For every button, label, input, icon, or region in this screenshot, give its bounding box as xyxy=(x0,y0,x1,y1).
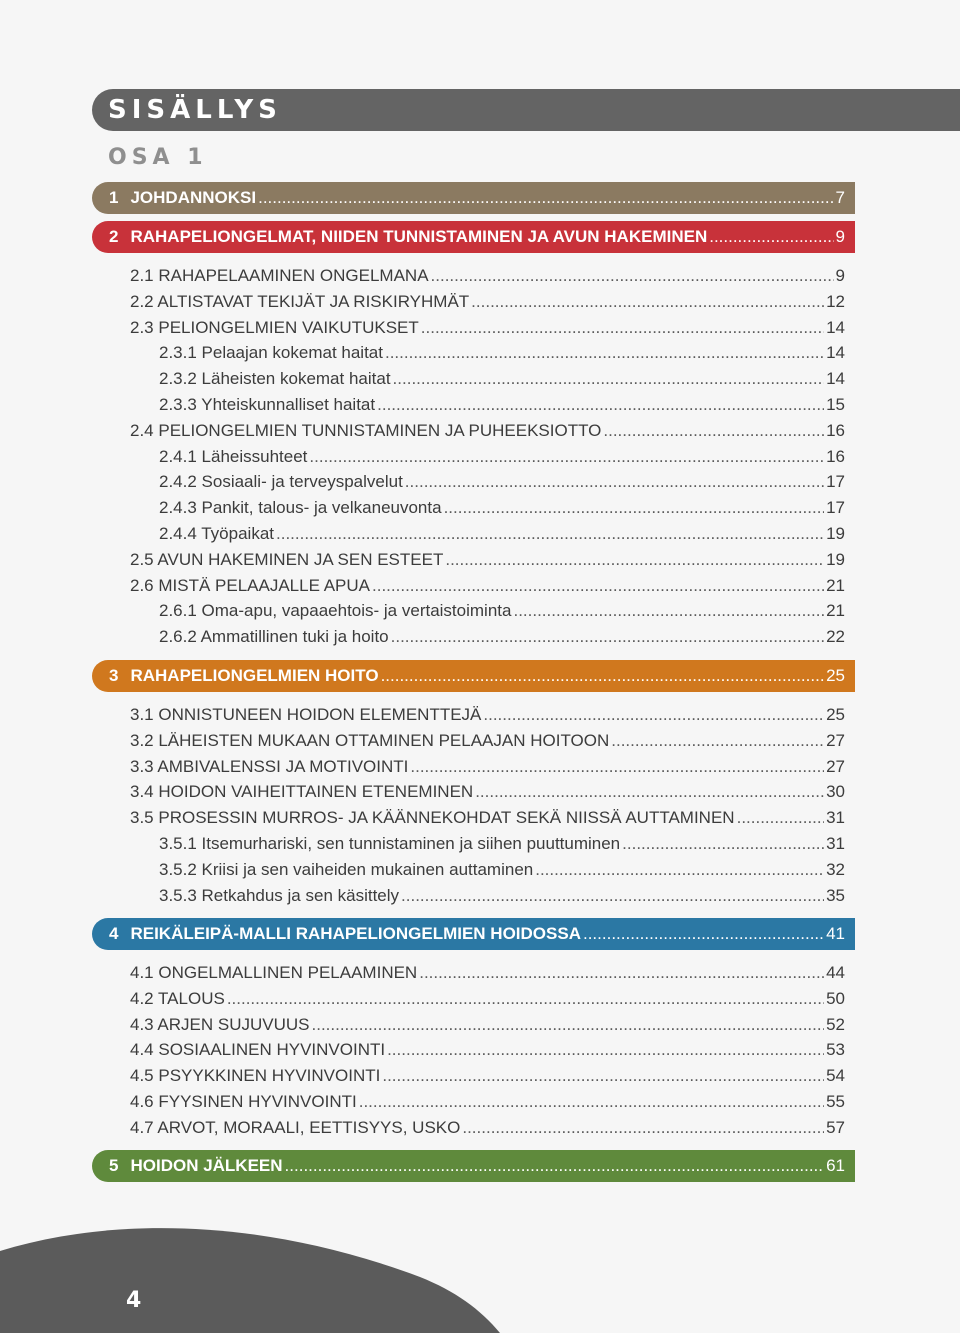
toc-entry[interactable] xyxy=(130,988,845,1010)
toc-entry-page: 55 xyxy=(826,1092,845,1111)
toc-entry-label: 4.3 ARJEN SUJUVUUS xyxy=(130,1014,310,1034)
dot-leader xyxy=(387,1039,824,1061)
toc-entry-label: 2.1 RAHAPELAAMINEN ONGELMANA xyxy=(130,266,429,285)
toc-entry-label: 2.3.2 Läheisten kokemat haitat xyxy=(159,369,391,389)
chapter-page: 25 xyxy=(826,666,845,685)
toc-entry-label: 3.3 AMBIVALENSSI JA MOTIVOINTI xyxy=(130,756,409,776)
toc-entry[interactable] xyxy=(130,420,845,442)
toc-entry-page: 31 xyxy=(826,834,845,853)
toc-entry[interactable] xyxy=(130,704,845,726)
toc-entry-label: 3.5 PROSESSIN MURROS- JA KÄÄNNEKOHDAT SEKÄ NIISSÄ AUTTAMINEN xyxy=(130,808,735,828)
dot-leader xyxy=(359,1091,824,1113)
toc-entry[interactable] xyxy=(130,1065,845,1087)
toc-entry[interactable] xyxy=(130,317,845,339)
dot-leader xyxy=(444,497,825,519)
chapter-number: 3 xyxy=(109,666,119,685)
toc-entry-page: 17 xyxy=(826,472,845,492)
toc-entry-sub[interactable] xyxy=(159,394,845,416)
toc-entry[interactable] xyxy=(130,962,845,984)
toc-entry-label: 3.5.2 Kriisi ja sen vaiheiden mukainen auttaminen xyxy=(159,859,534,879)
toc-entry[interactable] xyxy=(130,265,845,287)
toc-entry-page: 15 xyxy=(826,395,845,414)
toc-entry-page: 16 xyxy=(826,446,845,466)
toc-entry-sub[interactable] xyxy=(159,446,845,468)
chapter-band-2[interactable] xyxy=(92,221,855,253)
dot-leader xyxy=(611,730,824,752)
contents-heading: SISÄLLYS xyxy=(108,95,282,125)
dot-leader xyxy=(709,226,833,248)
dot-leader xyxy=(393,368,825,390)
page-number: 4 xyxy=(126,1288,142,1313)
toc-entry-label: 2.3 PELIONGELMIEN VAIKUTUKSET xyxy=(130,317,419,337)
chapter-title: HOIDON JÄLKEEN xyxy=(130,1156,283,1175)
toc-entry-page: 52 xyxy=(826,1014,845,1034)
toc-entry-label: 2.4.2 Sosiaali- ja terveyspalvelut xyxy=(159,472,403,492)
dot-leader xyxy=(622,833,824,855)
toc-entry-page: 27 xyxy=(826,730,845,750)
toc-entry-page: 9 xyxy=(835,266,845,285)
chapter-number: 1 xyxy=(109,188,119,207)
dot-leader xyxy=(377,394,824,416)
dot-leader xyxy=(285,1155,825,1177)
part-heading: OSA 1 xyxy=(108,145,208,170)
chapter-page: 41 xyxy=(826,924,845,943)
toc-entry-page: 21 xyxy=(826,575,845,595)
dot-leader xyxy=(405,471,824,493)
dot-leader xyxy=(483,704,824,726)
toc-entry-label: 4.4 SOSIAALINEN HYVINVOINTI xyxy=(130,1040,386,1060)
chapter-title: RAHAPELIONGELMAT, NIIDEN TUNNISTAMINEN JA AVUN HAKEMINEN xyxy=(130,227,708,246)
toc-entry-label: 2.6.1 Oma-apu, vapaaehtois- ja vertaistoiminta xyxy=(159,601,512,621)
toc-entry-sub[interactable] xyxy=(159,600,845,622)
toc-entry[interactable] xyxy=(130,291,845,313)
toc-entry-sub[interactable] xyxy=(159,471,845,493)
toc-entry-page: 54 xyxy=(826,1066,845,1086)
toc-entry-sub[interactable] xyxy=(159,885,845,907)
dot-leader xyxy=(227,988,824,1010)
toc-entry-page: 27 xyxy=(826,756,845,776)
toc-entry[interactable] xyxy=(130,730,845,752)
toc-entry-page: 25 xyxy=(826,705,845,724)
toc-entry-page: 16 xyxy=(826,420,845,440)
dot-leader xyxy=(462,1117,824,1139)
toc-entry-page: 21 xyxy=(826,601,845,621)
dot-leader xyxy=(410,756,824,778)
dot-leader xyxy=(309,446,824,468)
toc-entry-sub[interactable] xyxy=(159,833,845,855)
dot-leader xyxy=(258,187,833,209)
dot-leader xyxy=(382,1065,824,1087)
toc-entry-sub[interactable] xyxy=(159,626,845,648)
toc-entry-label: 2.6.2 Ammatillinen tuki ja hoito xyxy=(159,627,389,647)
toc-entry-sub[interactable] xyxy=(159,859,845,881)
toc-entry-label: 2.5 AVUN HAKEMINEN JA SEN ESTEET xyxy=(130,549,444,569)
toc-entry-label: 2.4.3 Pankit, talous- ja velkaneuvonta xyxy=(159,498,442,518)
toc-entry[interactable] xyxy=(130,756,845,778)
chapter-page: 9 xyxy=(835,227,845,246)
dot-leader xyxy=(419,962,824,984)
toc-entry-page: 19 xyxy=(826,549,845,569)
dot-leader xyxy=(401,885,824,907)
chapter-band-4[interactable] xyxy=(92,918,855,950)
corner-decoration xyxy=(0,1223,520,1333)
toc-entry-label: 4.6 FYYSINEN HYVINVOINTI xyxy=(130,1092,357,1111)
toc-entry-sub[interactable] xyxy=(159,368,845,390)
toc-entry-page: 35 xyxy=(826,885,845,905)
toc-entry-label: 2.4 PELIONGELMIEN TUNNISTAMINEN JA PUHEEKSIOTTO xyxy=(130,420,602,440)
toc-entry[interactable] xyxy=(130,1039,845,1061)
chapter-number: 2 xyxy=(109,227,119,246)
toc-entry[interactable] xyxy=(130,549,845,571)
dot-leader xyxy=(603,420,824,442)
toc-entry-page: 50 xyxy=(826,988,845,1008)
chapter-entry xyxy=(109,665,845,687)
toc-entry-label: 4.1 ONGELMALLINEN PELAAMINEN xyxy=(130,963,418,982)
toc-entry-page: 53 xyxy=(826,1040,845,1060)
toc-entry-sub[interactable] xyxy=(159,342,845,364)
toc-entry-label: 2.4.4 Työpaikat xyxy=(159,524,274,543)
toc-entry[interactable] xyxy=(130,807,845,829)
toc-entry-label: 2.4.1 Läheissuhteet xyxy=(159,446,308,466)
dot-leader xyxy=(475,781,824,803)
dot-leader xyxy=(421,317,824,339)
toc-entry-sub[interactable] xyxy=(159,497,845,519)
dot-leader xyxy=(372,575,824,597)
toc-entry-page: 32 xyxy=(826,859,845,879)
toc-entry-page: 17 xyxy=(826,498,845,518)
dot-leader xyxy=(583,923,824,945)
chapter-page: 61 xyxy=(826,1156,845,1175)
chapter-band-3[interactable] xyxy=(92,660,855,692)
toc-entry-page: 30 xyxy=(826,782,845,802)
dot-leader xyxy=(385,342,824,364)
chapter-title: JOHDANNOKSI xyxy=(130,188,257,207)
dot-leader xyxy=(471,291,824,313)
toc-entry-label: 4.5 PSYYKKINEN HYVINVOINTI xyxy=(130,1066,381,1086)
toc-entry-page: 14 xyxy=(826,343,845,363)
dot-leader xyxy=(513,600,824,622)
toc-entry-label: 2.3.1 Pelaajan kokemat haitat xyxy=(159,343,383,363)
chapter-title: REIKÄLEIPÄ-MALLI RAHAPELIONGELMIEN HOIDOSSA xyxy=(130,924,581,943)
chapter-page: 7 xyxy=(835,188,845,207)
dot-leader xyxy=(445,549,824,571)
toc-entry-page: 12 xyxy=(826,291,845,311)
toc-entry-label: 3.5.1 Itsemurhariski, sen tunnistaminen ja siihen puuttuminen xyxy=(159,834,621,853)
chapter-entry xyxy=(109,226,845,248)
toc-entry-label: 2.2 ALTISTAVAT TEKIJÄT JA RISKIRYHMÄT xyxy=(130,291,470,311)
toc-entry-label: 4.7 ARVOT, MORAALI, EETTISYYS, USKO xyxy=(130,1117,461,1137)
dot-leader xyxy=(312,1014,825,1036)
toc-entry-label: 4.2 TALOUS xyxy=(130,988,225,1008)
toc-entry[interactable] xyxy=(130,1117,845,1139)
toc-entry-page: 44 xyxy=(826,963,845,982)
chapter-band-5[interactable] xyxy=(92,1150,855,1182)
chapter-band-1[interactable] xyxy=(92,182,855,214)
chapter-title: RAHAPELIONGELMIEN HOITO xyxy=(130,666,379,685)
toc-entry-page: 19 xyxy=(826,524,845,543)
toc-entry-page: 22 xyxy=(826,627,845,647)
toc-entry[interactable] xyxy=(130,575,845,597)
chapter-entry xyxy=(109,1155,845,1177)
toc-entry-page: 14 xyxy=(826,369,845,389)
chapter-entry xyxy=(109,187,845,209)
toc-entry-page: 14 xyxy=(826,317,845,337)
toc-entry-label: 2.6 MISTÄ PELAAJALLE APUA xyxy=(130,575,371,595)
toc-entry-page: 31 xyxy=(826,808,845,828)
toc-entry[interactable] xyxy=(130,1091,845,1113)
toc-entry-label: 3.2 LÄHEISTEN MUKAAN OTTAMINEN PELAAJAN HOITOON xyxy=(130,730,610,750)
dot-leader xyxy=(431,265,834,287)
toc-entry-label: 2.3.3 Yhteiskunnalliset haitat xyxy=(159,395,376,414)
toc-entry[interactable] xyxy=(130,1014,845,1036)
chapter-number: 4 xyxy=(109,924,119,943)
chapter-number: 5 xyxy=(109,1156,119,1175)
dot-leader xyxy=(737,807,824,829)
toc-entry-label: 3.1 ONNISTUNEEN HOIDON ELEMENTTEJÄ xyxy=(130,705,482,724)
toc-entry-sub[interactable] xyxy=(159,523,845,545)
toc-entry-page: 57 xyxy=(826,1117,845,1137)
toc-entry-label: 3.4 HOIDON VAIHEITTAINEN ETENEMINEN xyxy=(130,782,474,802)
dot-leader xyxy=(535,859,824,881)
dot-leader xyxy=(276,523,824,545)
dot-leader xyxy=(391,626,824,648)
toc-entry[interactable] xyxy=(130,781,845,803)
toc-entry-label: 3.5.3 Retkahdus ja sen käsittely xyxy=(159,885,400,905)
chapter-entry xyxy=(109,923,845,945)
dot-leader xyxy=(381,665,825,687)
